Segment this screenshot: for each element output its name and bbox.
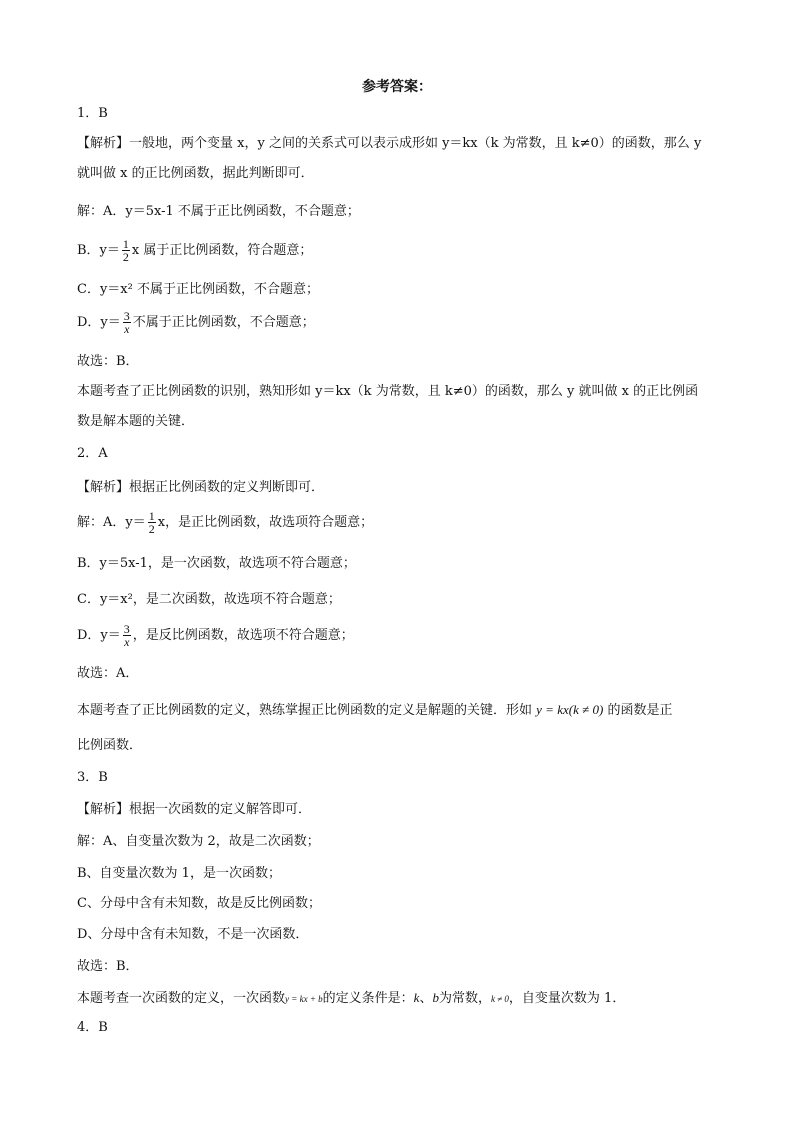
fraction — [123, 310, 131, 335]
fraction-numerator: 3 — [123, 309, 130, 323]
q3-solution-d: D、分母中含有未知数，不是一次函数． — [77, 927, 309, 942]
q3-solution-c: C、分母中含有未知数，故是反比例函数； — [77, 896, 321, 911]
q1-summary-line1: 本题考查了正比例函数的识别，熟知形如 y＝kx（k 为常数，且 k≠0）的函数，那么 y 就叫做 x 的正比例函 — [77, 384, 699, 399]
q2-analysis: 【解析】根据正比例函数的定义判断即可． — [77, 480, 325, 495]
q2-solution-c: C．y＝x²，是二次函数，故选项不符合题意； — [77, 592, 341, 607]
formula: y = kx(k ≠ 0) — [536, 702, 604, 717]
fraction-numerator: 1 — [148, 509, 155, 523]
q2-choice: 故选：A． — [77, 666, 139, 681]
q2-summary-pre: 本题考查了正比例函数的定义，熟练掌握正比例函数的定义是解题的关键．形如 — [77, 703, 533, 718]
q2-solution-b: B．y＝5x-1，是一次函数，故选项不符合题意； — [77, 556, 356, 571]
q3-summary-pre: 本题考查一次函数的定义，一次函数 — [77, 991, 286, 1006]
fraction-denominator: x — [124, 322, 130, 336]
q2-summary-line1 — [77, 700, 672, 721]
q3-analysis: 【解析】根据一次函数的定义解答即可． — [77, 802, 312, 817]
variable-k: k — [413, 990, 420, 1005]
fraction — [148, 510, 156, 535]
q2-summary-line2: 比例函数． — [77, 738, 143, 753]
fraction-numerator: 1 — [122, 237, 129, 251]
fraction-denominator: 2 — [148, 522, 155, 536]
q1-summary-line2: 数是解本题的关键． — [77, 414, 195, 429]
q1-analysis-line1: 【解析】一般地，两个变量 x，y 之间的关系式可以表示成形如 y＝kx（k 为常数，且 k≠0）的函数，那么 y — [77, 136, 702, 151]
formula: y = kx + b — [285, 994, 323, 1004]
q3-summary-mid: 的定义条件是： — [322, 991, 414, 1006]
fraction-denominator: 2 — [122, 250, 129, 264]
variable-b: b — [432, 990, 439, 1005]
q1-solution-d-pre: D．y＝ — [77, 315, 121, 330]
q3-choice: 故选：B． — [77, 959, 139, 974]
q4-answer: 4．B — [77, 1020, 108, 1035]
fraction-numerator: 3 — [123, 622, 130, 636]
q2-answer: 2．A — [77, 446, 108, 461]
q1-solution-d — [77, 310, 315, 335]
q3-summary — [77, 988, 625, 1009]
q3-answer: 3．B — [77, 770, 108, 785]
q2-solution-d — [77, 623, 354, 648]
q1-choice: 故选：B． — [77, 354, 139, 369]
q3-solution-b: B、自变量次数为 1，是一次函数； — [77, 866, 281, 881]
fraction-denominator: x — [124, 635, 130, 649]
q2-solution-d-post: ，是反比例函数，故选项不符合题意； — [132, 628, 354, 643]
q3-summary-post: ，自变量次数为 1． — [508, 991, 626, 1006]
q3-summary-mid2: 为常数， — [438, 991, 491, 1006]
q1-solution-b-pre: B．y＝ — [77, 243, 120, 258]
condition: k ≠ 0 — [490, 994, 509, 1004]
q2-solution-a-post: x，是正比例函数，故选项符合题意； — [157, 515, 374, 530]
separator: 、 — [419, 991, 433, 1006]
q2-solution-d-pre: D．y＝ — [77, 628, 121, 643]
q2-solution-a-pre: 解：A．y＝ — [77, 515, 146, 530]
page-title: 参考答案： — [362, 79, 432, 95]
q2-solution-a — [77, 510, 373, 535]
q3-solution-a: 解：A、自变量次数为 2，故是二次函数； — [77, 834, 320, 849]
fraction — [123, 623, 131, 648]
q1-analysis-line2: 就叫做 x 的正比例函数，据此判断即可． — [77, 166, 314, 181]
q1-solution-b-post: x 属于正比例函数，符合题意； — [131, 243, 313, 258]
q1-solution-a: 解：A．y＝5x-1 不属于正比例函数，不合题意； — [77, 204, 360, 219]
q2-summary-post: 的函数是正 — [607, 703, 673, 718]
q1-answer: 1．B — [77, 106, 108, 121]
fraction — [122, 238, 130, 263]
q1-solution-c: C．y＝x² 不属于正比例函数，不合题意； — [77, 282, 319, 297]
q1-solution-d-post: 不属于正比例函数，不合题意； — [132, 315, 315, 330]
q1-solution-b — [77, 238, 312, 263]
